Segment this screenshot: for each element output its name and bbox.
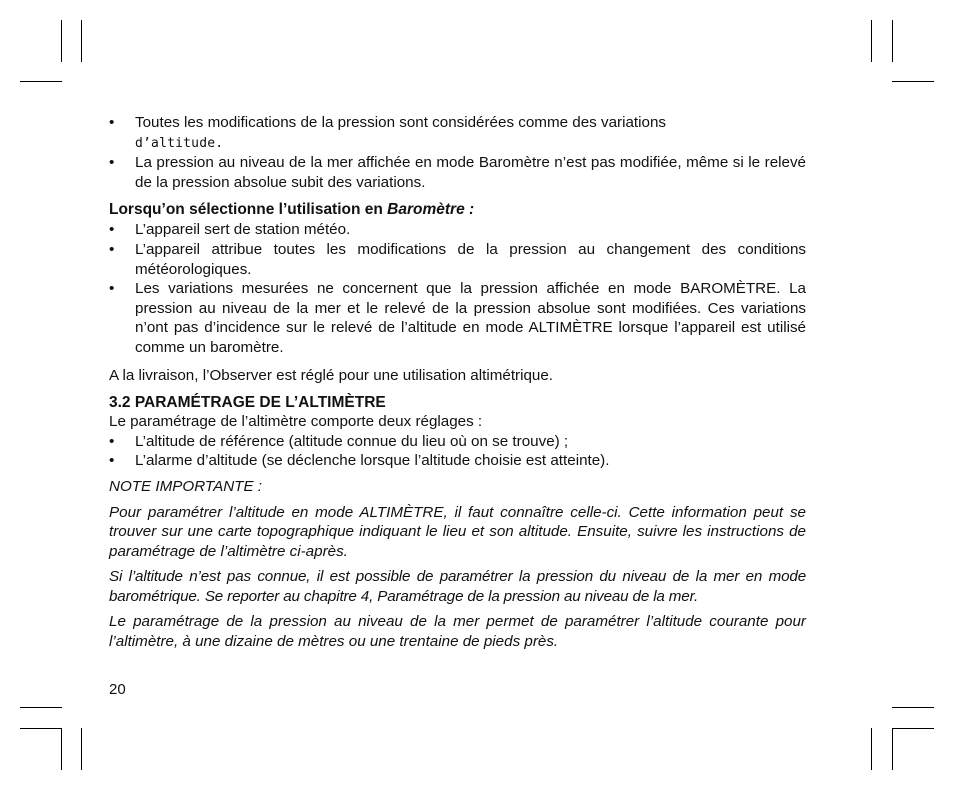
crop-mark-bottom-right-horizontal <box>892 707 934 708</box>
heading-emphasis: Baromètre : <box>387 201 475 219</box>
list-item: • L’alarme d’altitude (se déclenche lorsque l’altitude choisie est atteinte). <box>109 451 806 471</box>
note-label: NOTE IMPORTANTE : <box>109 477 263 495</box>
crop-mark-bottom-left-corner-top <box>20 728 62 729</box>
delivery-note: A la livraison, l’Observer est réglé pour une utilisation altimétrique. <box>109 366 554 384</box>
pressure-bullet-list <box>109 113 806 192</box>
crop-mark-bottom-left-inner <box>81 728 82 770</box>
crop-mark-top-left-horizontal <box>20 81 62 82</box>
note-paragraph: Le paramétrage de la pression au niveau de la mer permet de paramétrer l’altitude courante pour l’altimètre, à une dizaine de mètres ou une trentaine de pieds près. <box>109 613 806 651</box>
crop-mark-top-right-horizontal <box>892 81 934 82</box>
list-item-text-continuation: d’altitude. <box>135 135 224 151</box>
list-item: • La pression au niveau de la mer affichée en mode Baromètre n’est pas modifiée, même si le relevé de la pression absolue subit des variations. <box>109 153 806 192</box>
list-item: • Les variations mesurées ne concernent que la pression affichée en mode BAROMÈTRE. La pression au niveau de la mer et le relevé de la pression absolue sont modifiées. Ces variations n’ont pas d’incidence sur le relevé de l’altitude en mode ALTIMÈTRE lorsque l’appareil est utilisé comme un baromètre. <box>109 279 806 357</box>
list-item <box>109 113 806 153</box>
crop-mark-bottom-right-inner <box>871 728 872 770</box>
list-item: • L’altitude de référence (altitude connue du lieu où on se trouve) ; <box>109 432 806 452</box>
list-item-text: Toutes les modifications de la pression sont considérées comme des variations <box>135 114 666 131</box>
section-intro: Le paramétrage de l’altimètre comporte deux réglages : <box>109 413 483 431</box>
crop-mark-top-left-outer <box>61 20 62 62</box>
barometer-usage-heading <box>109 200 806 220</box>
barometer-bullet-list <box>109 220 806 357</box>
note-paragraph: Si l’altitude n’est pas connue, il est possible de paramétrer la pression du niveau de la mer en mode barométrique. Se reporter au chapitre 4, Paramétrage de la pression au niveau de la mer. <box>109 568 806 605</box>
crop-mark-bottom-left-outer <box>61 728 62 770</box>
note-paragraph: Pour paramétrer l’altitude en mode ALTIMÈTRE, il faut connaître celle-ci. Cette information peut se trouver sur une carte topographique indiquant le lieu et son altitude. Ensuite, suivre les instructions de paramétrage de l’altimètre ci-après. <box>109 503 806 560</box>
list-item: • L’appareil attribue toutes les modifications de la pression au changement des conditions météorologiques. <box>109 240 806 279</box>
crop-mark-bottom-right-outer <box>892 728 893 770</box>
crop-mark-bottom-left-horizontal <box>20 707 62 708</box>
page-content <box>109 113 806 652</box>
section-title: 3.2 PARAMÉTRAGE DE L’ALTIMÈTRE <box>109 394 386 412</box>
crop-mark-bottom-right-corner-top <box>892 728 934 729</box>
heading-text: Lorsqu’on sélectionne l’utilisation en <box>109 201 388 219</box>
list-item: • L’appareil sert de station météo. <box>109 220 806 240</box>
crop-mark-top-left-inner <box>81 20 82 62</box>
crop-mark-top-right-inner <box>871 20 872 62</box>
page-number: 20 <box>109 681 126 698</box>
settings-bullet-list <box>109 432 806 471</box>
crop-mark-top-right-outer <box>892 20 893 62</box>
